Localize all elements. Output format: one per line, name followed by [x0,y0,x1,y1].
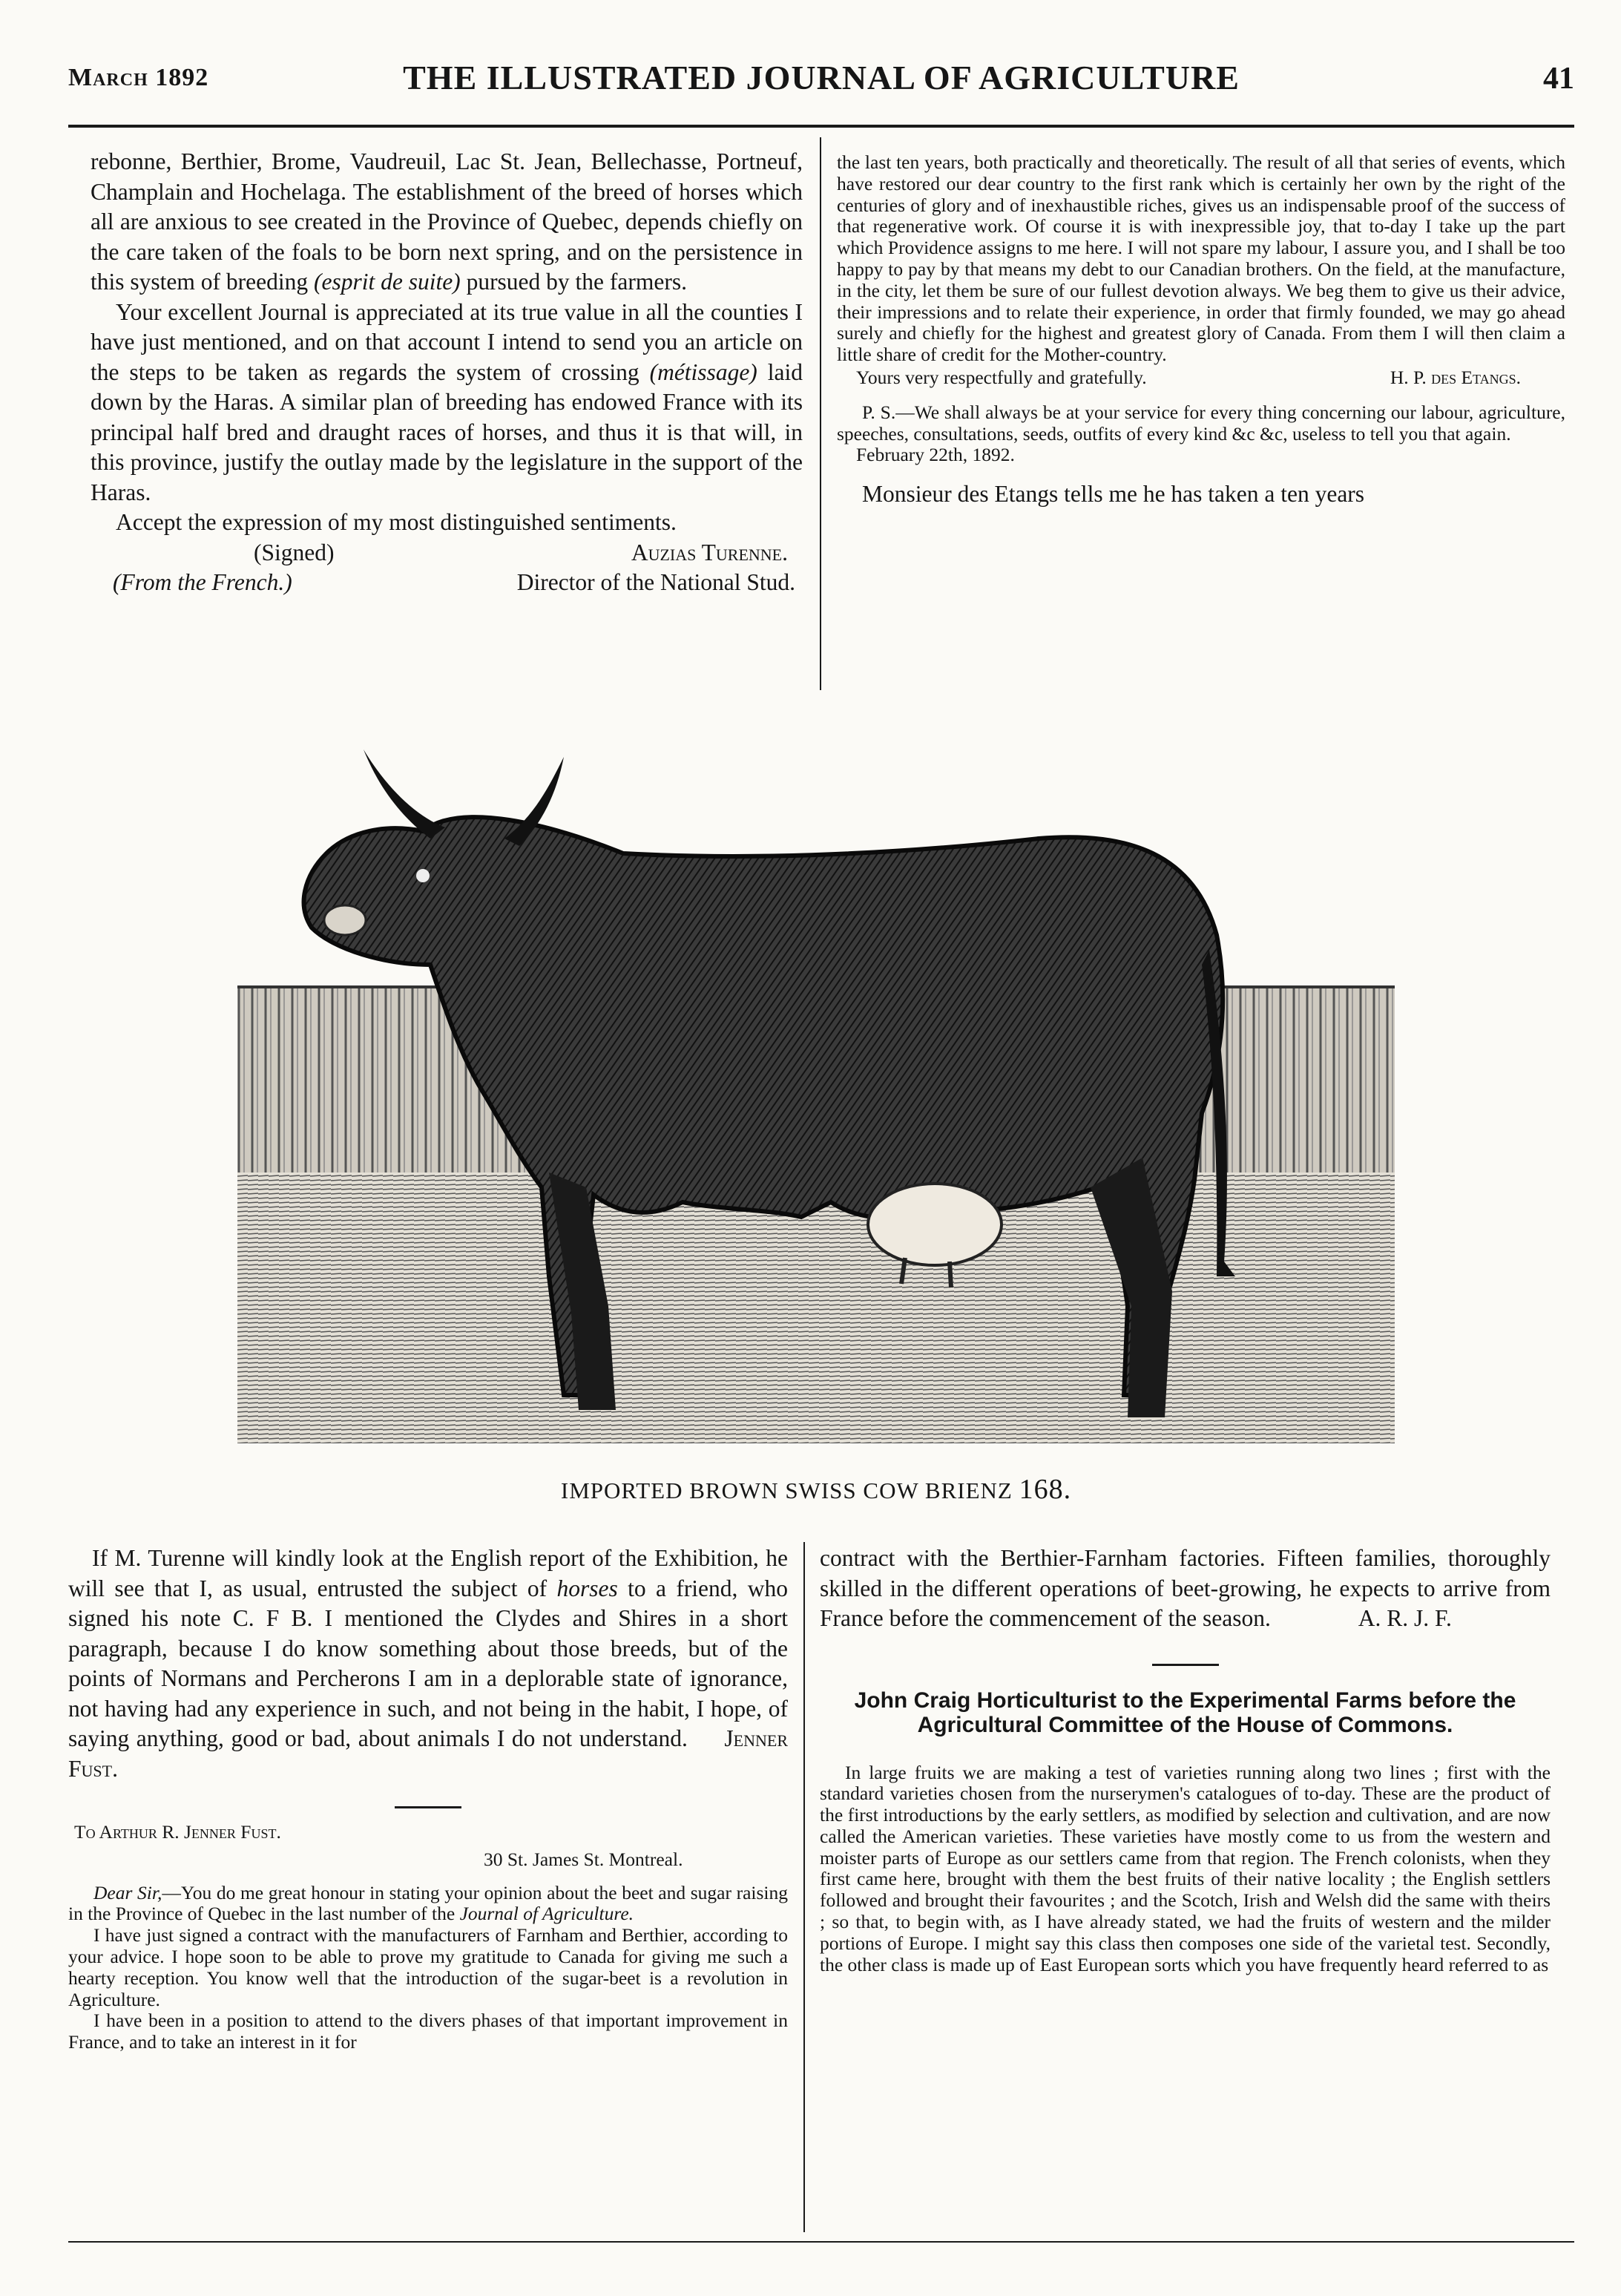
cow-illustration [237,742,1395,1454]
letter-paragraph: I have been in a position to attend to the divers phases of that important improvement in France, and to take an interest in it for [68,2010,788,2053]
section-rule [1152,1664,1219,1666]
closing-signer: H. P. des Etangs. [1390,366,1521,388]
letter-top-column [91,147,803,598]
postscript-date: February 22th, 1892. [856,444,1015,466]
letter-closing: Accept the expression of my most distinguished sentiments. [116,509,677,535]
signature-row [91,538,803,568]
reply-paragraph: If M. Turenne will kindly look at the English report of the Exhibition, he will see that I, as usual, entrusted the subject of horses to a friend, who signed his note C. F B. I mentioned the Clydes and Shires in a short paragraph, because I do know something about those breeds, but of the points of Normans and Percherons I am in a deplorable state of ignorance, not having had any experience in such, and not being in the habit, I hope, of saying anything, good or bad, about animals I do not understand. Jenner Fust. [68,1545,789,1782]
letter-paragraph: Your excellent Journal is appreciated at its true value in all the counties I have just mentioned, and on that account I intend to send you an article on the steps to be taken as regards the system of crossing (métissage) laid down by the Haras. A similar plan of breeding has endowed France with its principal half bred and draught races of horses, and thus it is that will, in this province, justify the outlay made by the legislature in the support of the Haras. [91,298,803,505]
attribution-row [91,568,803,598]
letter-paragraph: Dear Sir,—You do me great honour in stating your opinion about the beet and sugar raising in the Province of Quebec in the last number of the Journal of Agriculture. [68,1881,788,1925]
right-bottom-column [820,1544,1551,1975]
article-heading: John Craig Horticulturist to the Experimental Farms before the Agricultural Committee of the House of Commons. [854,1687,1516,1737]
page-number: 41 [1543,62,1574,96]
running-head [68,58,1574,102]
reply-signer: Jenner Fust. [68,1725,788,1782]
paragraph-signer: A. R. J. F. [1358,1605,1452,1631]
continuation-paragraph: contract with the Berthier-Farnham factories. Fifteen families, thoroughly skilled in the different operations of beet-growing, he expects to arrive from France before the commencement of the season. A. R. J. F. [820,1545,1551,1631]
continuation-line: Monsieur des Etangs tells me he has taken a ten years [862,481,1365,508]
journal-title: THE ILLUSTRATED JOURNAL OF AGRICULTURE [403,59,1240,96]
article-paragraph: In large fruits we are making a test of varieties running along two lines ; first with the standard varieties chosen from the nurserymen's catalogues of to-day. These are the product of the first introductions by the early settlers, as modified by selection and cultivation, and are now called the American varieties. These varieties have mostly come to us from the western and moister parts of Europe as our settlers came from that region. The French colonists, when they first came here, brought with them the best fruits of their native locality ; the English settlers followed and brought their favourites ; and the Scotch, Irish and Welsh did the same with theirs ; so that, to begin with, as I have already stated, we had the fruits of western and the milder portions of Europe. I might say this class then composes one side of the varietal test. Secondly, the other class is made up of East European sorts which you have frequently heard referred to as [820,1761,1551,1975]
letter-paragraph: rebonne, Berthier, Brome, Vaudreuil, Lac St. Jean, Bellechasse, Portneuf, Champlain and Hochelaga. The establishment of the breed of horses which all are anxious to see created in the Province of Quebec, depends chiefly on the care taken of the foals to be born next spring, and on the persistence in this system of breeding (esprit de suite) pursued by the farmers. [91,148,803,295]
column-divider [820,137,821,690]
from-french: (From the French.) [113,569,292,595]
closing-row [837,367,1565,389]
issue-date: March 1892 [68,64,209,91]
cow-engraving [237,742,1395,1454]
director-title: Director of the National Stud. [516,569,795,595]
postscript: P. S.—We shall always be at your service for every thing concerning our labour, agriculture, speeches, consultations, seeds, outfits of every kind &c &c, useless to tell you that again. [837,401,1565,445]
section-rule [395,1806,461,1808]
letter-paragraph: I have just signed a contract with the manufacturers of Farnham and Berthier, according to your advice. I hope soon to be able to prove my gratitude to Canada for giving me such a hearty reception. You know well that the introduction of the sugar-beet is a revolution in Agriculture. [68,1924,788,2010]
header-rule [68,125,1574,128]
signer-name: Auzias Turenne. [631,539,788,565]
address-line: 30 St. James St. Montreal. [484,1848,683,1870]
left-bottom-column [68,1544,788,2053]
to-line: To Arthur R. Jenner Fust. [74,1821,281,1843]
caption-number: 168. [1019,1474,1072,1505]
footer-rule [68,2241,1574,2243]
column-divider [803,1542,805,2232]
letter-paragraph: the last ten years, both practically and theoretically. The result of all that series of events, which have restored our dear country to the first rank which is certainly her own by the right of the centuries of glory and of inexhaustible riches, gives us an indispensable proof of the success of that regenerative work. Of course it is with inexpressible joy, that to-day I take up the part which Providence assigns to me here. I will not spare my labour, I assure you, and I shall be too happy to pay by that means my debt to our Canadian brothers. On the field, at the manufacture, in the city, let them be sure of our fullest devotion always. We beg them to give us their advice, their impressions and to relate their experience, in order that firmly founded, we may go ahead surely and chiefly for the highest and greatest glory of Canada. From them I will then claim a little share of credit for the Mother-country. [837,151,1565,366]
closing-text: Yours very respectfully and gratefully. [856,366,1147,388]
figure-caption [237,1473,1395,1506]
caption-text: IMPORTED BROWN SWISS COW BRIENZ [560,1477,1013,1503]
signed-label: (Signed) [254,539,335,565]
right-top-column [837,152,1565,510]
